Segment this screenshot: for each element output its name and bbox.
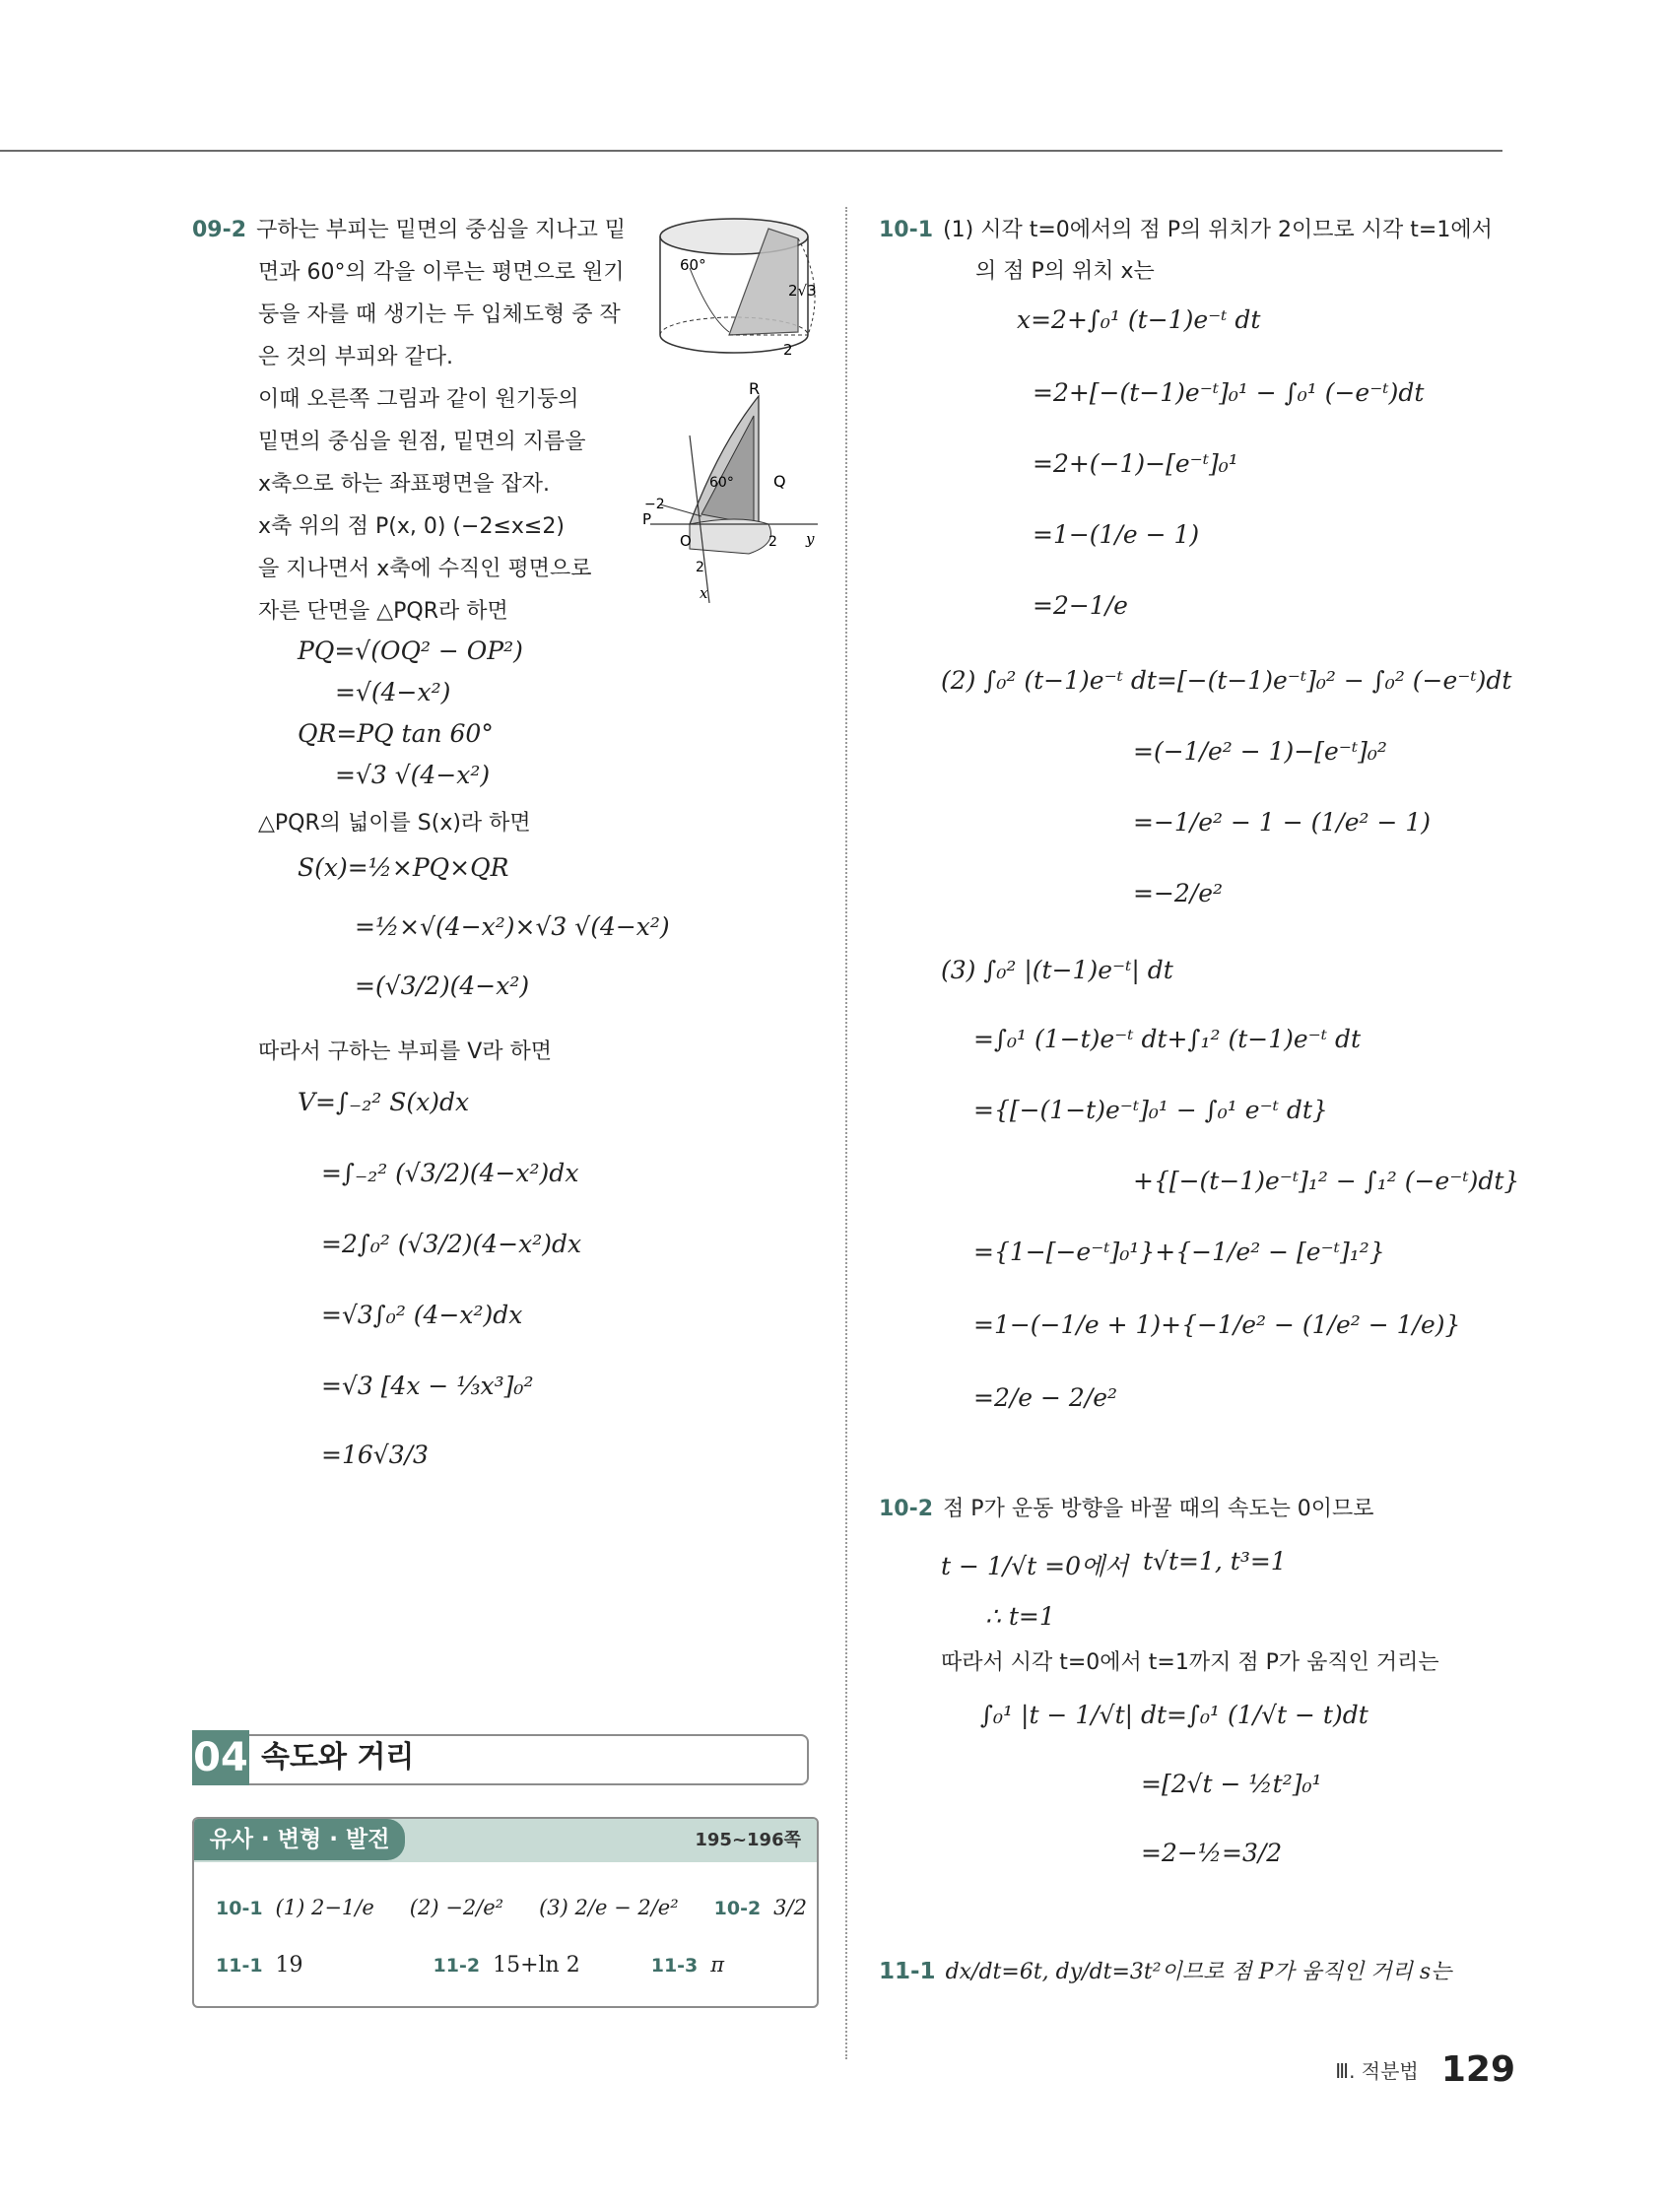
cylinder-figure: [650, 209, 828, 367]
answer-box-pages: 195~196쪽: [695, 1830, 801, 1850]
equation: x=2+∫₀¹ (t−1)e⁻ᵗ dt: [1017, 305, 1261, 334]
equation: ={[−(1−t)e⁻ᵗ]₀¹ − ∫₀¹ e⁻ᵗ dt}: [973, 1096, 1328, 1124]
section-number: 04: [192, 1730, 249, 1785]
equation: =∫₀¹ (1−t)e⁻ᵗ dt+∫₁² (t−1)e⁻ᵗ dt: [973, 1025, 1362, 1053]
equation: =−2/e²: [1133, 879, 1224, 907]
equation-area-step: =½×√(4−x²)×√3 √(4−x²): [355, 912, 670, 941]
text-line: △PQR의 넓이를 S(x)라 하면: [258, 811, 531, 836]
answer-value: 15+ln 2: [493, 1953, 580, 1977]
answer-row: [216, 1896, 807, 1920]
section-header: [192, 1730, 815, 1785]
problem-number: 10-1: [879, 218, 934, 242]
text-line: 점 P가 운동 방향을 바꿀 때의 속도는 0이므로: [943, 1497, 1374, 1521]
answer-row: [216, 1953, 724, 1977]
tick-label: −2: [644, 497, 665, 512]
equation-volume-step: =√3 [4x − ⅓x³]₀²: [321, 1372, 534, 1400]
answer-box-tag: 유사 · 변형 · 발전: [194, 1819, 405, 1860]
answer-value: (1) 2−1/e: [275, 1896, 374, 1919]
section-title: 속도와 거리: [261, 1740, 415, 1775]
equation: =2−½=3/2: [1141, 1839, 1283, 1867]
answer-label: 11-1: [216, 1955, 263, 1977]
equation: t√t=1, t³=1: [1143, 1547, 1287, 1575]
equation-volume-step: =2∫₀² (√3/2)(4−x²)dx: [321, 1230, 582, 1258]
text-line: x축으로 하는 좌표평면을 잡자.: [258, 472, 551, 497]
equation-qr: QR=PQ tan 60°: [298, 719, 494, 748]
equation: =2/e − 2/e²: [973, 1383, 1118, 1412]
text-line: 자른 단면을 △PQR라 하면: [258, 599, 508, 624]
answer-value: (3) 2/e − 2/e²: [539, 1896, 679, 1919]
problem-number: 09-2: [192, 218, 247, 242]
text-line: 의 점 P의 위치 x는: [975, 259, 1155, 284]
equation: ={1−[−e⁻ᵗ]₀¹}+{−1/e² − [e⁻ᵗ]₁²}: [973, 1238, 1385, 1266]
problem-number: 10-2: [879, 1497, 934, 1521]
equation-volume-step: =√3∫₀² (4−x²)dx: [321, 1301, 523, 1329]
text-line: 이때 오른쪽 그림과 같이 원기둥의: [258, 387, 579, 412]
text-line: (1) 시각 t=0에서의 점 P의 위치가 2이므로 시각 t=1에서: [943, 218, 1493, 242]
equation-qr-result: =√3 √(4−x²): [335, 761, 491, 789]
equation: =1−(1/e − 1): [1033, 520, 1200, 549]
chapter-label: Ⅲ. 적분법: [1335, 2059, 1419, 2083]
equation-pq: PQ=√(OQ² − OP²): [298, 637, 523, 665]
text-line: 따라서 구하는 부피를 V라 하면: [258, 1039, 553, 1064]
equation: =(−1/e² − 1)−[e⁻ᵗ]₀²: [1133, 737, 1387, 766]
equation-area: S(x)=½×PQ×QR: [298, 853, 509, 882]
radius-label: 2: [783, 341, 793, 359]
column-divider: [845, 207, 847, 2059]
text-line: 둥을 자를 때 생기는 두 입체도형 중 작: [258, 302, 621, 327]
equation: ∫₀¹ |t − 1/√t| dt=∫₀¹ (1/√t − t)dt: [980, 1701, 1368, 1729]
answer-label: 10-2: [713, 1898, 762, 1919]
text-line: 을 지나면서 x축에 수직인 평면으로: [258, 557, 592, 581]
equation: =2+[−(t−1)e⁻ᵗ]₀¹ − ∫₀¹ (−e⁻ᵗ)dt: [1033, 378, 1425, 407]
answer-value: 3/2: [773, 1896, 807, 1919]
point-p-label: P: [642, 510, 652, 528]
x-axis-label: x: [700, 584, 708, 602]
equation-volume-step: =∫₋₂² (√3/2)(4−x²)dx: [321, 1159, 579, 1187]
answer-box: [192, 1817, 819, 2008]
angle-label: 60°: [709, 475, 734, 491]
equation: =2+(−1)−[e⁻ᵗ]₀¹: [1033, 449, 1238, 478]
equation-area-result: =(√3/2)(4−x²): [355, 972, 530, 1000]
tick-label: 2: [768, 534, 777, 550]
text-line: dx/dt=6t, dy/dt=3t²이므로 점 P가 움직인 거리 s는: [945, 1960, 1452, 1984]
cross-section-figure: [631, 376, 828, 603]
equation: t − 1/√t =0에서: [941, 1552, 1129, 1580]
top-rule: [0, 150, 1502, 152]
equation: =2−1/e: [1033, 591, 1128, 620]
equation-volume-result: =16√3/3: [321, 1441, 429, 1469]
answer-label: 11-2: [433, 1955, 481, 1977]
equation-volume: V=∫₋₂² S(x)dx: [298, 1088, 470, 1116]
page-footer: [1335, 2049, 1515, 2090]
height-label: 2√3: [788, 282, 817, 300]
equation: =[2√t − ½t²]₀¹: [1141, 1770, 1322, 1798]
tick-label: 2: [696, 560, 704, 575]
equation-pq-result: =√(4−x²): [335, 678, 451, 706]
text-line: 밑면의 중심을 원점, 밑면의 지름을: [258, 430, 586, 454]
equation: +{[−(t−1)e⁻ᵗ]₁² − ∫₁² (−e⁻ᵗ)dt}: [1133, 1167, 1520, 1195]
y-axis-label: y: [806, 530, 815, 548]
point-q-label: Q: [773, 472, 786, 491]
angle-label: 60°: [680, 256, 706, 274]
point-r-label: R: [749, 379, 761, 398]
answer-label: 10-1: [216, 1898, 263, 1919]
problem-number: 11-1: [879, 1959, 936, 1984]
answer-label: 11-3: [650, 1955, 699, 1977]
answer-value: (2) −2/e²: [409, 1896, 504, 1919]
text-line: x축 위의 점 P(x, 0) (−2≤x≤2): [258, 514, 565, 539]
text-line: 면과 60°의 각을 이루는 평면으로 원기: [258, 260, 625, 285]
equation: ∴ t=1: [985, 1602, 1055, 1631]
text-line: 따라서 시각 t=0에서 t=1까지 점 P가 움직인 거리는: [941, 1650, 1439, 1675]
answer-value: π: [710, 1953, 725, 1977]
text-line: 구하는 부피는 밑면의 중심을 지나고 밑: [256, 218, 627, 242]
origin-label: O: [680, 532, 692, 550]
text-line: 은 것의 부피와 같다.: [258, 345, 453, 369]
equation: =−1/e² − 1 − (1/e² − 1): [1133, 808, 1432, 837]
page-number: 129: [1440, 2049, 1515, 2090]
equation: (3) ∫₀² |(t−1)e⁻ᵗ| dt: [941, 956, 1173, 984]
equation: (2) ∫₀² (t−1)e⁻ᵗ dt=[−(t−1)e⁻ᵗ]₀² − ∫₀² (−e⁻ᵗ)dt: [941, 666, 1512, 695]
equation: =1−(−1/e + 1)+{−1/e² − (1/e² − 1/e)}: [973, 1310, 1461, 1339]
answer-value: 19: [275, 1953, 303, 1977]
